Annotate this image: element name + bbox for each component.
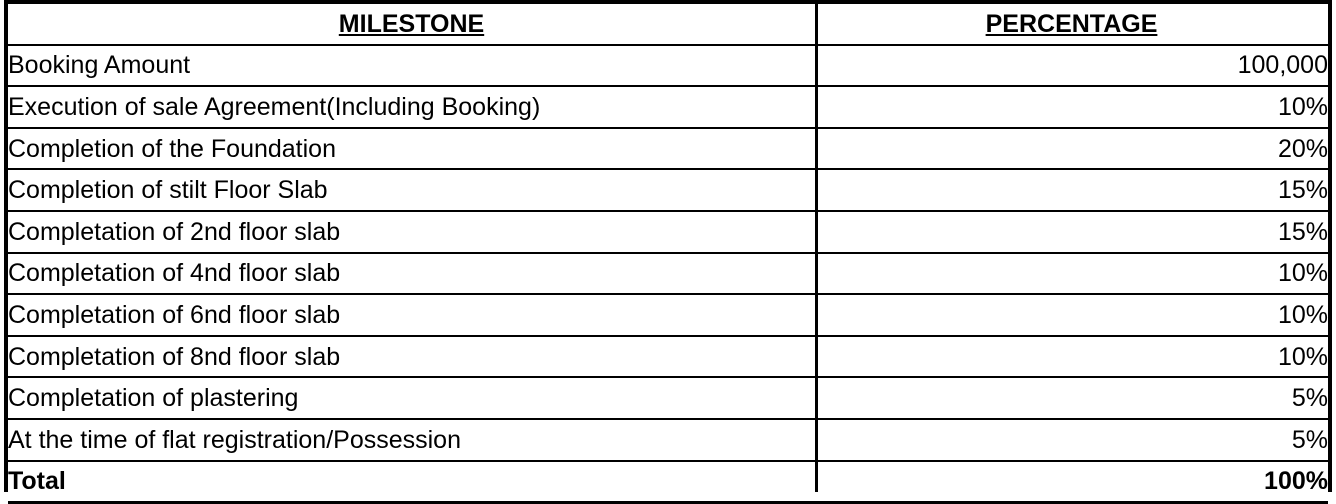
percentage-cell: 10% — [815, 294, 1328, 336]
milestone-cell: At the time of flat registration/Possession — [8, 419, 815, 461]
percentage-cell: 5% — [815, 419, 1328, 461]
header-row — [8, 4, 1328, 45]
milestone-cell: Completion of stilt Floor Slab — [8, 169, 815, 211]
table-row — [8, 86, 1328, 128]
table-row — [8, 128, 1328, 170]
percentage-cell: 10% — [815, 253, 1328, 295]
table-row — [8, 377, 1328, 419]
percentage-cell: 5% — [815, 377, 1328, 419]
milestone-cell: Completation of 4nd floor slab — [8, 253, 815, 295]
milestone-cell: Booking Amount — [8, 45, 815, 87]
table-row — [8, 169, 1328, 211]
percentage-header: PERCENTAGE — [815, 4, 1328, 45]
milestone-cell: Completation of 2nd floor slab — [8, 211, 815, 253]
table-row — [8, 211, 1328, 253]
milestone-cell: Completation of plastering — [8, 377, 815, 419]
total-row — [8, 461, 1328, 503]
total-value: 100% — [815, 461, 1328, 503]
milestone-cell: Execution of sale Agreement(Including Booking) — [8, 86, 815, 128]
percentage-cell: 10% — [815, 336, 1328, 378]
table-right-border — [1328, 0, 1332, 492]
milestone-header: MILESTONE — [8, 4, 815, 45]
table-row — [8, 45, 1328, 87]
table-row — [8, 336, 1328, 378]
percentage-cell: 20% — [815, 128, 1328, 170]
percentage-cell: 15% — [815, 169, 1328, 211]
payment-schedule-table — [8, 4, 1328, 504]
milestone-cell: Completation of 8nd floor slab — [8, 336, 815, 378]
total-label: Total — [8, 461, 815, 503]
percentage-cell: 15% — [815, 211, 1328, 253]
milestone-cell: Completation of 6nd floor slab — [8, 294, 815, 336]
table-row — [8, 253, 1328, 295]
table-row — [8, 419, 1328, 461]
milestone-cell: Completion of the Foundation — [8, 128, 815, 170]
percentage-cell: 10% — [815, 86, 1328, 128]
table-row — [8, 294, 1328, 336]
percentage-cell: 100,000 — [815, 45, 1328, 87]
